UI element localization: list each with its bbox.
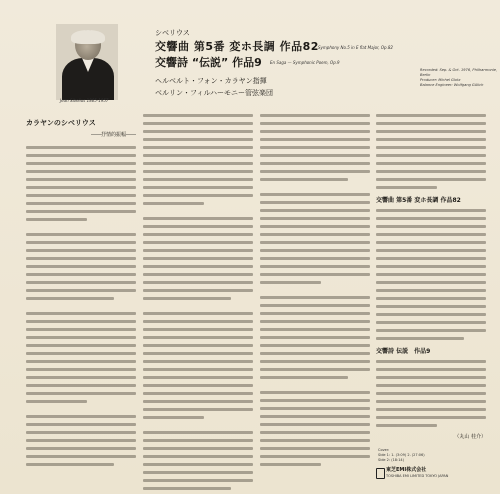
work-title-2: 交響詩 “伝説” 作品9 (155, 56, 262, 69)
body-text-block (376, 360, 486, 427)
works-heading-1: 交響曲 第5番 変ホ長調 作品82 (376, 197, 461, 204)
track-timings (378, 448, 425, 463)
timing-line: Side 1: 1. (3:09) 2. (27:06) (378, 453, 425, 457)
timing-line: Cover: (378, 448, 390, 452)
recording-line: Recorded: Sep. & Oct. 1976, Philharmonie, Berlin (420, 68, 498, 77)
essay-column-2 (143, 114, 253, 474)
essay-column-3 (260, 114, 370, 474)
record-label-subtitle: TOSHIBA EMI LIMITED TOKYO JAPAN (386, 474, 449, 478)
author-signature: （丸山 桂介） (454, 434, 486, 440)
body-text-block (260, 114, 370, 466)
recording-line: Balance Engineer: Wolfgang Gülich (420, 83, 484, 87)
work-title-1: 交響曲 第5番 変ホ長調 作品82 (155, 40, 319, 53)
body-text-block (26, 146, 136, 466)
emi-logo-icon (376, 468, 385, 479)
orchestra: ベルリン・フィルハーモニー管弦楽団 (155, 89, 273, 97)
works-heading-2: 交響詩 伝説 作品9 (376, 348, 431, 355)
portrait-caption: Jean Sibelius 1865-1957 (60, 98, 109, 103)
essay-column-1 (26, 114, 136, 474)
work-title-1-english: Symphony No.5 in E flat Major, Op.82 (318, 45, 393, 50)
essay-title: カラヤンのシベリウス (26, 119, 96, 127)
composer-portrait (56, 24, 118, 100)
body-text-block (376, 114, 486, 189)
recording-info (420, 68, 500, 88)
conductor: ヘルベルト・フォン・カラヤン指揮 (155, 77, 267, 85)
work-title-2-english: En Saga — Symphonic Poem, Op.9 (270, 60, 340, 65)
body-text-block (143, 114, 253, 490)
composer-name: シベリウス (155, 29, 190, 37)
record-label: 東芝EMI株式会社 (386, 467, 427, 473)
timing-line: Side 2: (18:14) (378, 458, 405, 462)
essay-column-4 (376, 114, 486, 474)
recording-line: Producer: Michel Glotz (420, 78, 461, 82)
body-text-block (376, 209, 486, 340)
essay-subtitle: ――抒情的振幅―― (90, 132, 136, 138)
